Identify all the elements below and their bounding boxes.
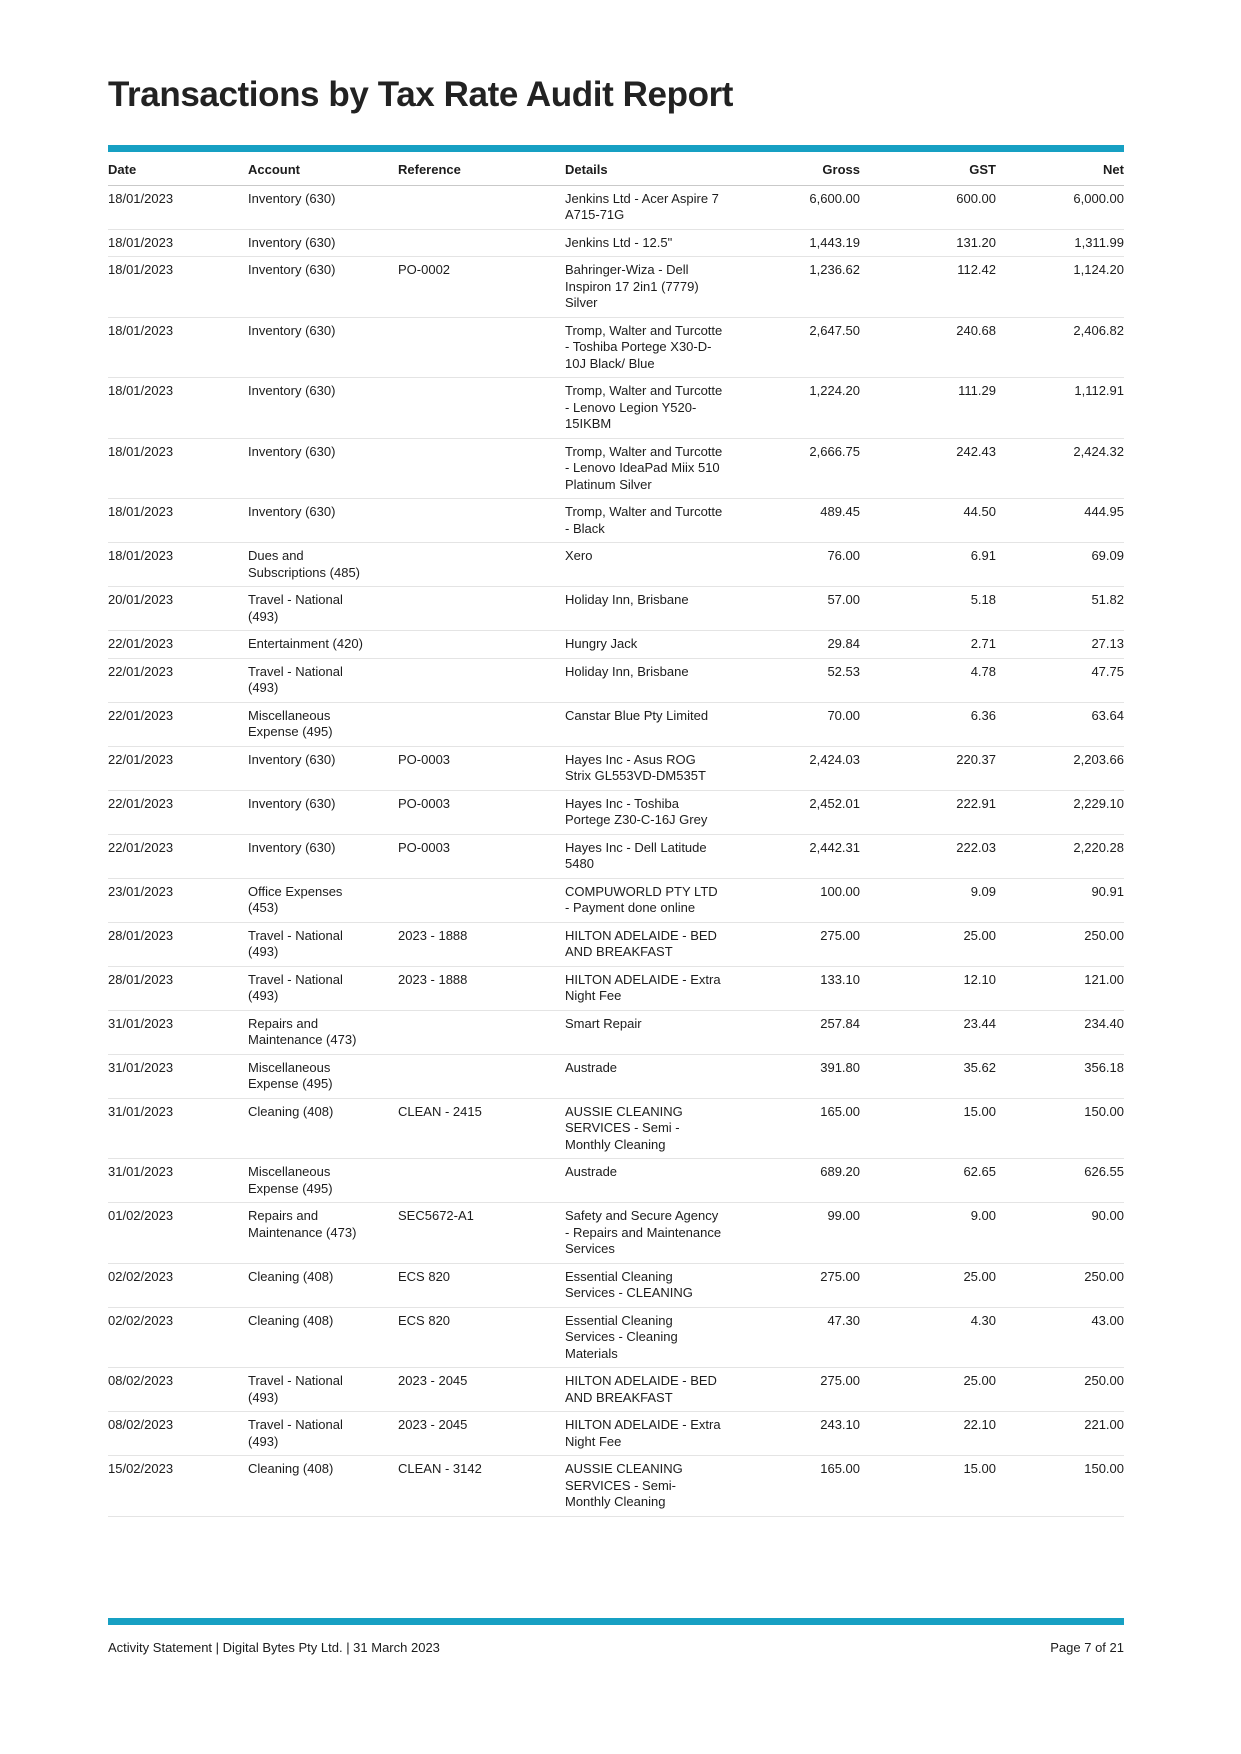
table-row — [108, 1203, 1124, 1264]
cell-gst: 9.00 — [860, 1203, 996, 1264]
cell-date: 18/01/2023 — [108, 438, 248, 499]
cell-net: 90.00 — [996, 1203, 1124, 1264]
table-row — [108, 1263, 1124, 1307]
cell-net: 150.00 — [996, 1098, 1124, 1159]
cell-net: 2,220.28 — [996, 834, 1124, 878]
title-divider — [108, 145, 1124, 152]
cell-gst: 6.36 — [860, 702, 996, 746]
cell-net: 43.00 — [996, 1307, 1124, 1368]
cell-details: HILTON ADELAIDE - BED AND BREAKFAST — [565, 922, 747, 966]
cell-reference: PO-0003 — [398, 746, 565, 790]
cell-gross: 243.10 — [747, 1412, 860, 1456]
cell-gst: 23.44 — [860, 1010, 996, 1054]
cell-reference: PO-0002 — [398, 257, 565, 318]
table-row — [108, 702, 1124, 746]
cell-net: 234.40 — [996, 1010, 1124, 1054]
cell-account: Entertainment (420) — [248, 631, 398, 659]
cell-reference — [398, 1010, 565, 1054]
cell-gst: 15.00 — [860, 1456, 996, 1517]
cell-net: 2,406.82 — [996, 317, 1124, 378]
cell-account: Dues and Subscriptions (485) — [248, 543, 398, 587]
cell-account: Inventory (630) — [248, 317, 398, 378]
cell-reference — [398, 587, 565, 631]
page-footer — [108, 1618, 1124, 1655]
cell-account: Travel - National (493) — [248, 922, 398, 966]
table-header-row — [108, 156, 1124, 185]
cell-details: HILTON ADELAIDE - BED AND BREAKFAST — [565, 1368, 747, 1412]
cell-date: 18/01/2023 — [108, 317, 248, 378]
cell-gst: 25.00 — [860, 1263, 996, 1307]
column-header-gst: GST — [860, 156, 996, 185]
table-row — [108, 185, 1124, 229]
table-row — [108, 878, 1124, 922]
cell-date: 02/02/2023 — [108, 1263, 248, 1307]
cell-account: Inventory (630) — [248, 378, 398, 439]
cell-reference — [398, 229, 565, 257]
cell-date: 23/01/2023 — [108, 878, 248, 922]
footer-report-info: Activity Statement | Digital Bytes Pty Ltd. | 31 March 2023 — [108, 1640, 440, 1655]
table-row — [108, 746, 1124, 790]
cell-details: Safety and Secure Agency - Repairs and Maintenance Services — [565, 1203, 747, 1264]
cell-reference — [398, 499, 565, 543]
table-row — [108, 1307, 1124, 1368]
cell-net: 2,203.66 — [996, 746, 1124, 790]
table-row — [108, 922, 1124, 966]
cell-net: 250.00 — [996, 1263, 1124, 1307]
cell-gross: 2,666.75 — [747, 438, 860, 499]
cell-reference — [398, 878, 565, 922]
cell-date: 01/02/2023 — [108, 1203, 248, 1264]
column-header-gross: Gross — [747, 156, 860, 185]
cell-reference: ECS 820 — [398, 1307, 565, 1368]
cell-details: Essential Cleaning Services - Cleaning Materials — [565, 1307, 747, 1368]
cell-gst: 4.78 — [860, 658, 996, 702]
cell-reference: ECS 820 — [398, 1263, 565, 1307]
cell-account: Inventory (630) — [248, 834, 398, 878]
cell-reference: PO-0003 — [398, 790, 565, 834]
table-row — [108, 1159, 1124, 1203]
table-row — [108, 1456, 1124, 1517]
cell-gst: 222.03 — [860, 834, 996, 878]
cell-date: 18/01/2023 — [108, 499, 248, 543]
cell-details: Hayes Inc - Dell Latitude 5480 — [565, 834, 747, 878]
cell-gst: 220.37 — [860, 746, 996, 790]
cell-gst: 22.10 — [860, 1412, 996, 1456]
cell-reference: 2023 - 2045 — [398, 1368, 565, 1412]
cell-gst: 6.91 — [860, 543, 996, 587]
table-row — [108, 658, 1124, 702]
cell-date: 22/01/2023 — [108, 790, 248, 834]
cell-reference — [398, 1054, 565, 1098]
cell-net: 121.00 — [996, 966, 1124, 1010]
cell-gst: 12.10 — [860, 966, 996, 1010]
footer-divider — [108, 1618, 1124, 1625]
cell-account: Cleaning (408) — [248, 1307, 398, 1368]
cell-details: Jenkins Ltd - 12.5" — [565, 229, 747, 257]
cell-reference: CLEAN - 2415 — [398, 1098, 565, 1159]
cell-reference — [398, 1159, 565, 1203]
cell-date: 31/01/2023 — [108, 1098, 248, 1159]
cell-account: Travel - National (493) — [248, 1368, 398, 1412]
column-header-date: Date — [108, 156, 248, 185]
column-header-net: Net — [996, 156, 1124, 185]
cell-gross: 1,443.19 — [747, 229, 860, 257]
cell-date: 02/02/2023 — [108, 1307, 248, 1368]
cell-details: Tromp, Walter and Turcotte - Lenovo Legion Y520-15IKBM — [565, 378, 747, 439]
cell-gst: 111.29 — [860, 378, 996, 439]
cell-gross: 57.00 — [747, 587, 860, 631]
cell-gross: 391.80 — [747, 1054, 860, 1098]
cell-gst: 600.00 — [860, 185, 996, 229]
cell-date: 31/01/2023 — [108, 1054, 248, 1098]
cell-gst: 4.30 — [860, 1307, 996, 1368]
cell-gst: 35.62 — [860, 1054, 996, 1098]
table-row — [108, 587, 1124, 631]
table-row — [108, 378, 1124, 439]
cell-net: 250.00 — [996, 1368, 1124, 1412]
cell-gst: 5.18 — [860, 587, 996, 631]
cell-gross: 99.00 — [747, 1203, 860, 1264]
cell-reference: CLEAN - 3142 — [398, 1456, 565, 1517]
cell-account: Repairs and Maintenance (473) — [248, 1203, 398, 1264]
cell-gross: 29.84 — [747, 631, 860, 659]
cell-net: 356.18 — [996, 1054, 1124, 1098]
cell-account: Travel - National (493) — [248, 587, 398, 631]
cell-account: Miscellaneous Expense (495) — [248, 1054, 398, 1098]
cell-account: Cleaning (408) — [248, 1456, 398, 1517]
cell-gross: 2,452.01 — [747, 790, 860, 834]
cell-date: 22/01/2023 — [108, 834, 248, 878]
cell-gross: 133.10 — [747, 966, 860, 1010]
cell-details: Jenkins Ltd - Acer Aspire 7 A715-71G — [565, 185, 747, 229]
column-header-reference: Reference — [398, 156, 565, 185]
cell-date: 08/02/2023 — [108, 1368, 248, 1412]
cell-gross: 76.00 — [747, 543, 860, 587]
table-row — [108, 229, 1124, 257]
cell-net: 1,311.99 — [996, 229, 1124, 257]
table-row — [108, 790, 1124, 834]
cell-date: 22/01/2023 — [108, 658, 248, 702]
cell-date: 18/01/2023 — [108, 257, 248, 318]
cell-reference: SEC5672-A1 — [398, 1203, 565, 1264]
cell-reference — [398, 543, 565, 587]
cell-gross: 100.00 — [747, 878, 860, 922]
cell-gst: 131.20 — [860, 229, 996, 257]
cell-gst: 44.50 — [860, 499, 996, 543]
cell-net: 2,424.32 — [996, 438, 1124, 499]
cell-account: Travel - National (493) — [248, 658, 398, 702]
cell-account: Inventory (630) — [248, 257, 398, 318]
cell-account: Inventory (630) — [248, 185, 398, 229]
cell-reference — [398, 378, 565, 439]
cell-account: Miscellaneous Expense (495) — [248, 1159, 398, 1203]
page-title: Transactions by Tax Rate Audit Report — [108, 75, 734, 114]
cell-reference: 2023 - 2045 — [398, 1412, 565, 1456]
cell-reference: 2023 - 1888 — [398, 966, 565, 1010]
cell-date: 20/01/2023 — [108, 587, 248, 631]
cell-details: Hayes Inc - Toshiba Portege Z30-C-16J Grey — [565, 790, 747, 834]
cell-reference — [398, 658, 565, 702]
cell-account: Travel - National (493) — [248, 966, 398, 1010]
table-body — [108, 185, 1124, 1516]
cell-gross: 2,442.31 — [747, 834, 860, 878]
cell-details: AUSSIE CLEANING SERVICES - Semi- Monthly Cleaning — [565, 1456, 747, 1517]
cell-details: Holiday Inn, Brisbane — [565, 658, 747, 702]
cell-reference — [398, 317, 565, 378]
table-row — [108, 317, 1124, 378]
cell-date: 18/01/2023 — [108, 378, 248, 439]
cell-gross: 275.00 — [747, 1368, 860, 1412]
column-header-account: Account — [248, 156, 398, 185]
cell-gst: 240.68 — [860, 317, 996, 378]
cell-gross: 689.20 — [747, 1159, 860, 1203]
cell-details: Smart Repair — [565, 1010, 747, 1054]
cell-gross: 165.00 — [747, 1098, 860, 1159]
cell-date: 28/01/2023 — [108, 922, 248, 966]
cell-net: 1,124.20 — [996, 257, 1124, 318]
cell-net: 6,000.00 — [996, 185, 1124, 229]
cell-reference — [398, 185, 565, 229]
cell-reference — [398, 631, 565, 659]
cell-account: Inventory (630) — [248, 499, 398, 543]
cell-gross: 275.00 — [747, 922, 860, 966]
cell-date: 28/01/2023 — [108, 966, 248, 1010]
cell-net: 90.91 — [996, 878, 1124, 922]
table-row — [108, 1054, 1124, 1098]
table-row — [108, 1010, 1124, 1054]
cell-gross: 2,647.50 — [747, 317, 860, 378]
cell-net: 221.00 — [996, 1412, 1124, 1456]
cell-gross: 1,224.20 — [747, 378, 860, 439]
cell-details: Austrade — [565, 1159, 747, 1203]
cell-date: 31/01/2023 — [108, 1159, 248, 1203]
cell-date: 18/01/2023 — [108, 543, 248, 587]
cell-gross: 1,236.62 — [747, 257, 860, 318]
cell-date: 22/01/2023 — [108, 746, 248, 790]
cell-details: Hayes Inc - Asus ROG Strix GL553VD-DM535T — [565, 746, 747, 790]
cell-details: Canstar Blue Pty Limited — [565, 702, 747, 746]
cell-details: Hungry Jack — [565, 631, 747, 659]
cell-date: 08/02/2023 — [108, 1412, 248, 1456]
table-row — [108, 1368, 1124, 1412]
cell-details: Tromp, Walter and Turcotte - Black — [565, 499, 747, 543]
cell-gst: 222.91 — [860, 790, 996, 834]
cell-net: 63.64 — [996, 702, 1124, 746]
cell-reference: 2023 - 1888 — [398, 922, 565, 966]
cell-reference — [398, 438, 565, 499]
table-row — [108, 499, 1124, 543]
cell-gross: 275.00 — [747, 1263, 860, 1307]
cell-gross: 47.30 — [747, 1307, 860, 1368]
cell-account: Repairs and Maintenance (473) — [248, 1010, 398, 1054]
footer-page-number: Page 7 of 21 — [1050, 1640, 1124, 1655]
cell-account: Cleaning (408) — [248, 1098, 398, 1159]
cell-gross: 2,424.03 — [747, 746, 860, 790]
cell-net: 69.09 — [996, 543, 1124, 587]
cell-net: 2,229.10 — [996, 790, 1124, 834]
table-row — [108, 966, 1124, 1010]
cell-gst: 15.00 — [860, 1098, 996, 1159]
cell-gst: 242.43 — [860, 438, 996, 499]
table-row — [108, 834, 1124, 878]
cell-gross: 165.00 — [747, 1456, 860, 1517]
cell-account: Travel - National (493) — [248, 1412, 398, 1456]
cell-details: AUSSIE CLEANING SERVICES - Semi - Monthly Cleaning — [565, 1098, 747, 1159]
table-row — [108, 543, 1124, 587]
cell-gross: 489.45 — [747, 499, 860, 543]
cell-date: 22/01/2023 — [108, 702, 248, 746]
cell-details: Holiday Inn, Brisbane — [565, 587, 747, 631]
cell-net: 626.55 — [996, 1159, 1124, 1203]
cell-gross: 6,600.00 — [747, 185, 860, 229]
table-row — [108, 1412, 1124, 1456]
cell-details: Bahringer-Wiza - Dell Inspiron 17 2in1 (7779) Silver — [565, 257, 747, 318]
column-header-details: Details — [565, 156, 747, 185]
report-content — [108, 0, 1124, 1517]
cell-reference — [398, 702, 565, 746]
cell-account: Office Expenses (453) — [248, 878, 398, 922]
cell-gross: 257.84 — [747, 1010, 860, 1054]
cell-date: 31/01/2023 — [108, 1010, 248, 1054]
cell-net: 444.95 — [996, 499, 1124, 543]
table-row — [108, 1098, 1124, 1159]
cell-gst: 112.42 — [860, 257, 996, 318]
cell-date: 15/02/2023 — [108, 1456, 248, 1517]
cell-date: 22/01/2023 — [108, 631, 248, 659]
cell-account: Miscellaneous Expense (495) — [248, 702, 398, 746]
cell-gst: 25.00 — [860, 922, 996, 966]
cell-account: Inventory (630) — [248, 229, 398, 257]
cell-details: HILTON ADELAIDE - Extra Night Fee — [565, 966, 747, 1010]
cell-gst: 25.00 — [860, 1368, 996, 1412]
cell-details: Austrade — [565, 1054, 747, 1098]
cell-account: Inventory (630) — [248, 746, 398, 790]
cell-net: 47.75 — [996, 658, 1124, 702]
cell-details: Tromp, Walter and Turcotte - Toshiba Portege X30-D-10J Black/ Blue — [565, 317, 747, 378]
cell-gross: 70.00 — [747, 702, 860, 746]
cell-details: HILTON ADELAIDE - Extra Night Fee — [565, 1412, 747, 1456]
cell-account: Cleaning (408) — [248, 1263, 398, 1307]
cell-details: Xero — [565, 543, 747, 587]
cell-gst: 9.09 — [860, 878, 996, 922]
cell-gross: 52.53 — [747, 658, 860, 702]
cell-date: 18/01/2023 — [108, 229, 248, 257]
cell-net: 1,112.91 — [996, 378, 1124, 439]
cell-details: Tromp, Walter and Turcotte - Lenovo IdeaPad Miix 510 Platinum Silver — [565, 438, 747, 499]
cell-details: Essential Cleaning Services - CLEANING — [565, 1263, 747, 1307]
cell-date: 18/01/2023 — [108, 185, 248, 229]
cell-reference: PO-0003 — [398, 834, 565, 878]
cell-net: 150.00 — [996, 1456, 1124, 1517]
cell-details: COMPUWORLD PTY LTD - Payment done online — [565, 878, 747, 922]
table-row — [108, 257, 1124, 318]
cell-gst: 62.65 — [860, 1159, 996, 1203]
cell-net: 250.00 — [996, 922, 1124, 966]
cell-gst: 2.71 — [860, 631, 996, 659]
table-row — [108, 631, 1124, 659]
transactions-table — [108, 156, 1124, 1517]
table-row — [108, 438, 1124, 499]
cell-net: 27.13 — [996, 631, 1124, 659]
cell-net: 51.82 — [996, 587, 1124, 631]
cell-account: Inventory (630) — [248, 790, 398, 834]
cell-account: Inventory (630) — [248, 438, 398, 499]
